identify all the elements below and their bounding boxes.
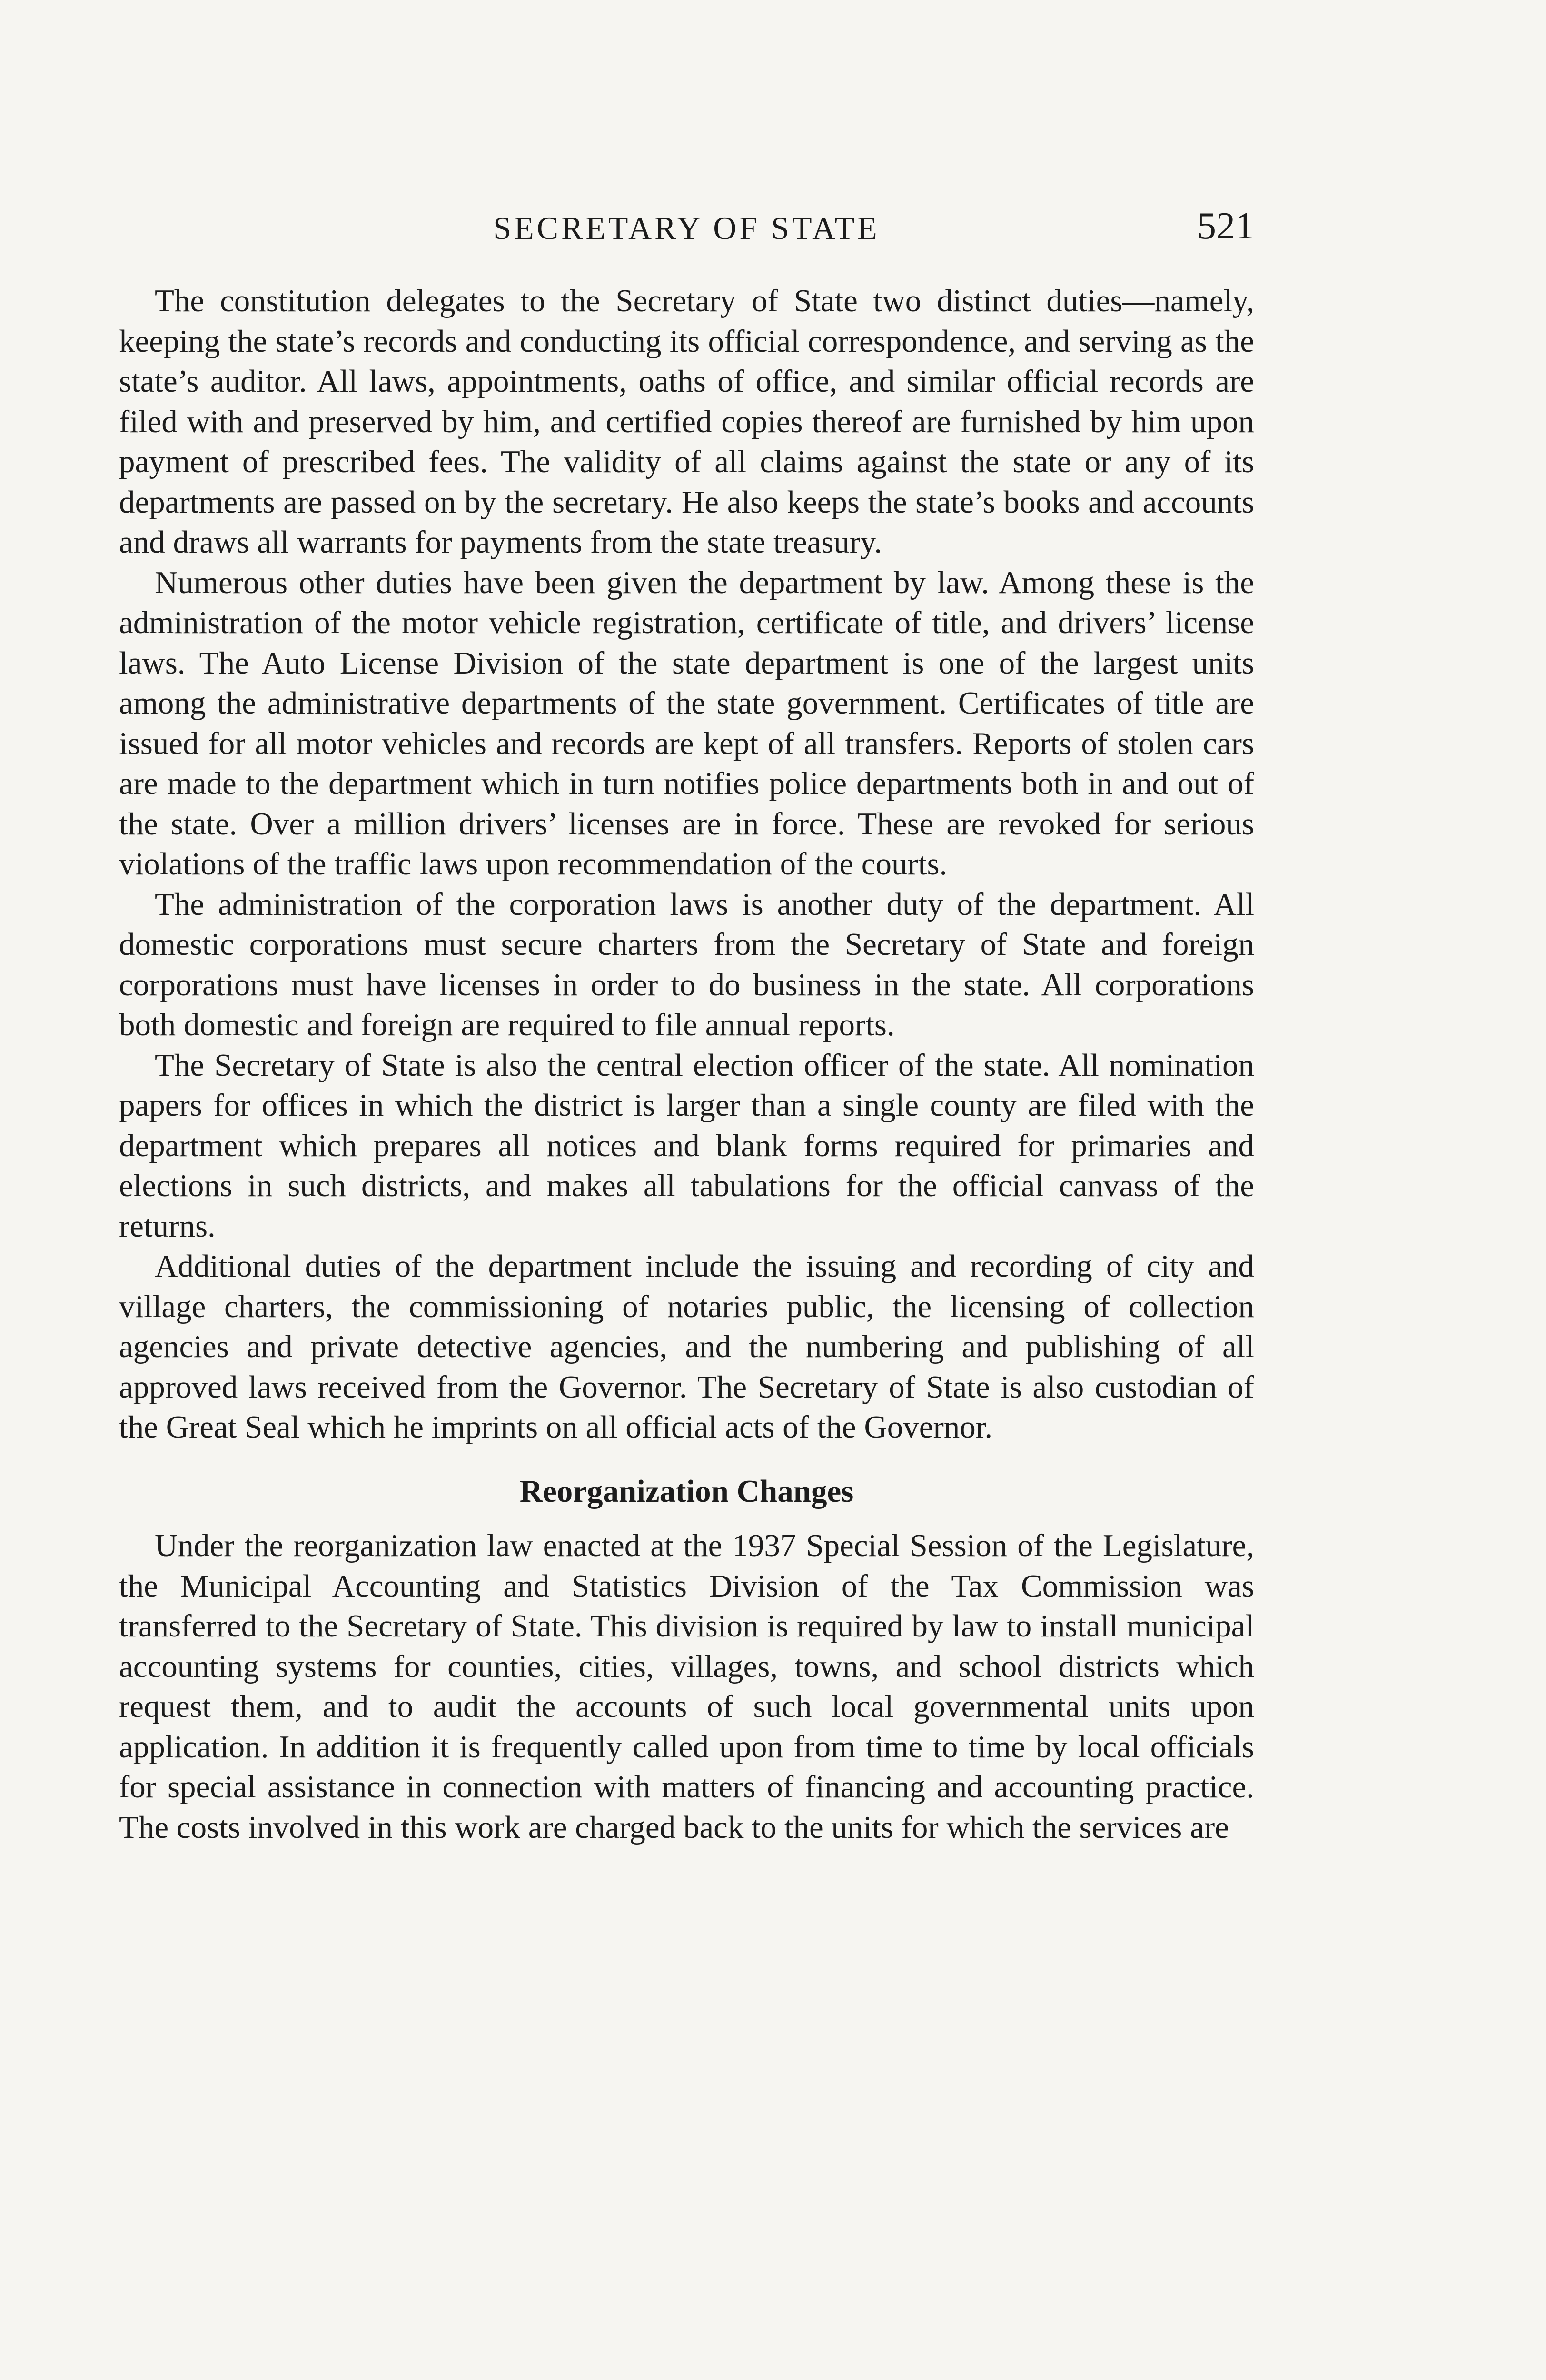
page-number: 521 (1197, 205, 1254, 247)
section-heading: Reorganization Changes (519, 1473, 854, 1509)
document-page (119, 200, 1254, 1847)
paragraph-corporation-laws: The administration of the corporation laws is another duty of the department. All domestic corporations must secure charters from the Secretary of State and foreign corporations must have licenses in order to do business in the state. All corporations both domestic and foreign are required to file annual reports. (119, 886, 1254, 1042)
paragraph-additional-duties: Additional duties of the department include the issuing and recording of city and village charters, the commissioning of notaries public, the licensing of collection agencies and private detective agencies, and the numbering and publishing of all approved laws received from the Governor. The Secretary of State is also custodian of the Great Seal which he imprints on all official acts of the Governor. (119, 1249, 1254, 1445)
paragraph-motor-vehicle: Numerous other duties have been given the department by law. Among these is the administration of the motor vehicle registration, certificate of title, and drivers’ license laws. The Auto License Division of the state department is one of the largest units among the administrative departments of the state government. Certificates of title are issued for all motor vehicles and records are kept of all transfers. Reports of stolen cars are made to the department which in turn notifies police departments both in and out of the state. Over a million drivers’ licenses are in force. These are revoked for serious violations of the traffic laws upon recommendation of the courts. (119, 565, 1254, 882)
paragraph-election-officer: The Secretary of State is also the central election officer of the state. All nomination papers for offices in which the district is larger than a single county are filed with the department which prepares all notices and blank forms required for primaries and elections in such districts, and makes all tabulations for the official canvass of the returns. (119, 1047, 1254, 1244)
paragraph-reorganization: Under the reorganization law enacted at the 1937 Special Session of the Legislature, the Municipal Accounting and Statistics Division of the Tax Commission was transferred to the Secretary of State. This division is required by law to install municipal accounting systems for counties, cities, villages, towns, and school districts which request them, and to audit the accounts of such local governmental units upon application. In addition it is frequently called upon from time to time by local officials for special assistance in connection with matters of financing and accounting practice. The costs involved in this work are charged back to the units for which the services are (119, 1528, 1254, 1845)
running-title: SECRETARY OF STATE (493, 210, 880, 246)
running-head (119, 200, 1254, 257)
paragraph-constitution-duties: The constitution delegates to the Secretary of State two distinct duties—namely, keeping the state’s records and conducting its official correspondence, and serving as the state’s auditor. All laws, appointments, oaths of office, and similar official records are filed with and preserved by him, and certified copies thereof are furnished by him upon payment of prescribed fees. The validity of all claims against the state or any of its departments are passed on by the secretary. He also keeps the state’s books and accounts and draws all warrants for payments from the state treasury. (119, 283, 1254, 560)
